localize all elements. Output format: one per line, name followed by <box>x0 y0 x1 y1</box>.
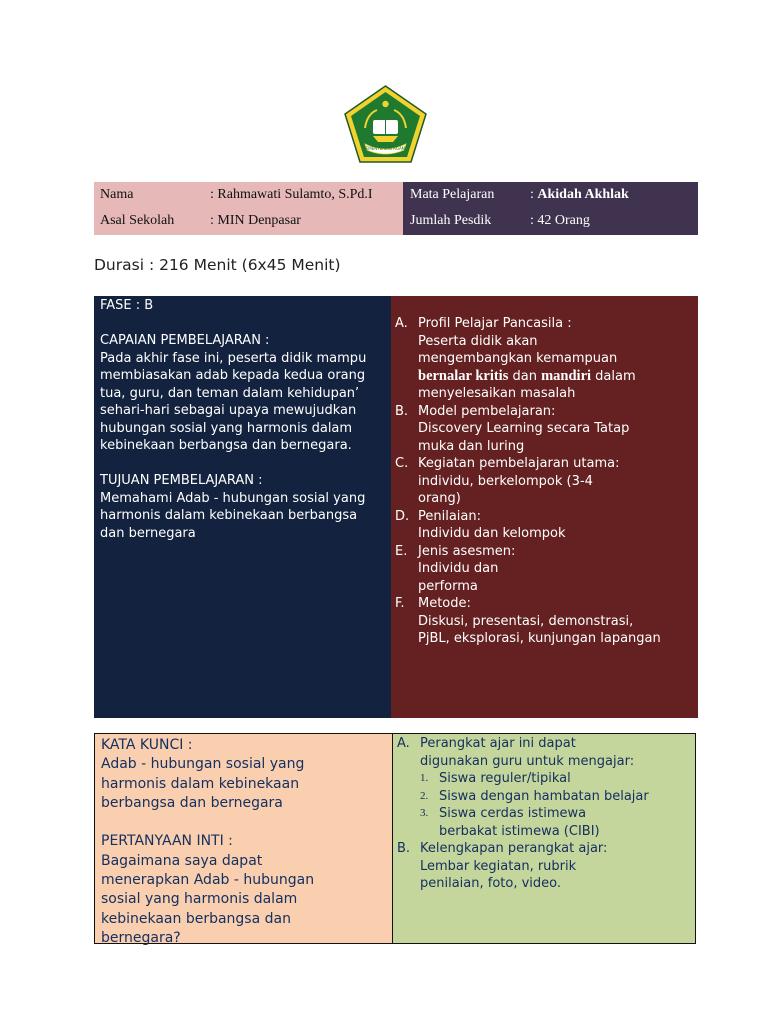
kata-kunci-box <box>94 733 696 944</box>
item-line: orang) <box>418 491 461 506</box>
capaian-line: sehari-hari sebagai upaya mewujudkan <box>100 403 357 418</box>
capaian-line: Pada akhir fase ini, peserta didik mampu <box>100 350 367 366</box>
nama-value: : Rahmawati Sulamto, S.Pd.I <box>210 187 373 202</box>
pertanyaan-line: menerapkan Adab - hubungan <box>101 872 315 889</box>
list-item-asesmen <box>395 543 692 596</box>
item-rich-line <box>418 368 692 386</box>
item-title: Metode: <box>418 596 471 611</box>
tujuan-text <box>100 490 385 543</box>
identity-table <box>94 182 698 235</box>
nama-label: Nama <box>100 187 134 202</box>
list-item-profil <box>395 315 692 403</box>
item-line: Peserta didik akan <box>418 333 538 349</box>
main-info-box <box>94 296 698 718</box>
kemenag-logo <box>343 84 428 164</box>
mapel-value: Akidah Akhlak <box>537 187 629 202</box>
item-line: Kelengkapan perangkat ajar: <box>420 841 608 856</box>
list-marker: E. <box>395 543 408 559</box>
pertanyaan-heading: PERTANYAAN INTI : <box>101 833 233 850</box>
item-line: Individu dan kelompok <box>418 526 566 541</box>
item-line: Diskusi, presentasi, demonstrasi, <box>418 613 634 629</box>
kata-kunci-line: berbangsa dan bernegara <box>101 794 283 811</box>
perangkat-panel <box>393 734 695 943</box>
item-line: penilaian, foto, video. <box>420 876 562 891</box>
mandiri-text: mandiri <box>541 367 592 384</box>
list-marker: C. <box>395 456 409 471</box>
sub-line: Siswa cerdas istimewa <box>439 806 587 821</box>
item-line: muka dan luring <box>418 438 525 454</box>
identity-right <box>403 182 698 235</box>
durasi-text: Durasi : 216 Menit (6x45 Menit) <box>94 256 341 274</box>
sub-line: Siswa reguler/tipikal <box>439 771 571 786</box>
mapel-value-wrap <box>530 187 698 203</box>
capaian-line: tua, guru, dan teman dalam kehidupan’ <box>100 385 360 401</box>
item-line: performa <box>418 578 478 594</box>
sub-marker: 3. <box>420 807 429 819</box>
pertanyaan-line: kebinekaan berbangsa dan <box>101 910 291 927</box>
item-line: Individu dan <box>418 561 499 576</box>
sub-marker: 1. <box>420 772 429 784</box>
item-line: individu, berkelompok (3-4 <box>418 473 593 489</box>
capaian-line: membiasakan adab kepada kedua orang <box>100 368 366 383</box>
pesdik-value: : 42 Orang <box>530 213 590 228</box>
sub-marker: 2. <box>420 789 429 802</box>
capaian-panel <box>94 296 391 718</box>
mapel-sep: : <box>530 187 538 202</box>
list-item-metode <box>395 595 692 648</box>
item-line: PjBL, eksplorasi, kunjungan lapangan <box>418 631 661 646</box>
mapel-label: Mata Pelajaran <box>410 187 495 202</box>
svg-text:KEMENTERIAN AGAMA: KEMENTERIAN AGAMA <box>363 146 408 151</box>
list-item-kegiatan <box>395 455 692 508</box>
list-marker: B. <box>395 403 409 419</box>
sekolah-label: Asal Sekolah <box>100 213 175 228</box>
tujuan-line: harmonis dalam kebinekaan berbangsa <box>100 508 358 523</box>
item-title: Penilaian: <box>418 508 482 524</box>
identity-row-nama <box>94 182 403 208</box>
dalam-text: dalam <box>591 368 636 384</box>
fase-label: FASE : B <box>100 298 154 313</box>
pertanyaan-line: bernegara? <box>101 929 181 946</box>
item-line: Discovery Learning secara Tatap <box>418 421 630 436</box>
list-item-kelengkapan <box>397 840 691 893</box>
sub-item-hambatan <box>397 788 691 806</box>
sub-line: Siswa dengan hambatan belajar <box>439 788 649 804</box>
kata-kunci-panel <box>95 734 393 946</box>
tujuan-line: dan bernegara <box>100 525 196 541</box>
capaian-line: hubungan sosial yang harmonis dalam <box>100 420 353 436</box>
identity-row-mapel <box>403 182 698 208</box>
list-marker: D. <box>395 508 410 524</box>
item-line: digunakan guru untuk mengajar: <box>420 753 635 769</box>
item-title: Jenis asesmen: <box>418 543 516 559</box>
dan-text: dan <box>508 368 542 384</box>
capaian-line: kebinekaan berbangsa dan bernegara. <box>100 438 352 453</box>
sekolah-value: : MIN Denpasar <box>210 213 301 228</box>
kata-kunci-line: harmonis dalam kebinekaan <box>101 775 300 792</box>
item-line: Lembar kegiatan, rubrik <box>420 858 577 874</box>
identity-left <box>94 182 403 235</box>
identity-row-pesdik <box>403 208 698 234</box>
item-line: mengembangkan kemampuan <box>418 351 618 366</box>
item-title: Profil Pelajar Pancasila : <box>418 316 572 331</box>
pertanyaan-line: sosial yang harmonis dalam <box>101 891 298 908</box>
list-marker: F. <box>395 596 405 611</box>
bernalar-kritis-text: bernalar kritis <box>418 367 509 384</box>
item-line: Perangkat ajar ini dapat <box>420 736 576 751</box>
tujuan-line: Memahami Adab - hubungan sosial yang <box>100 490 366 506</box>
identity-row-sekolah <box>94 208 403 234</box>
item-title: Model pembelajaran: <box>418 403 556 419</box>
item-line: menyelesaikan masalah <box>418 386 576 401</box>
capaian-text <box>100 350 385 455</box>
capaian-heading: CAPAIAN PEMBELAJARAN : <box>100 333 270 348</box>
sub-item-reguler <box>397 770 691 788</box>
pertanyaan-line: Bagaimana saya dapat <box>101 852 263 869</box>
komponen-panel <box>391 296 698 718</box>
pesdik-label: Jumlah Pesdik <box>410 213 492 228</box>
sub-item-cibi <box>397 805 691 840</box>
list-item-perangkat <box>397 735 691 770</box>
tujuan-heading: TUJUAN PEMBELAJARAN : <box>100 473 263 488</box>
list-item-penilaian <box>395 508 692 543</box>
list-marker: A. <box>395 316 408 331</box>
sub-line: berbakat istimewa (CIBI) <box>439 823 600 839</box>
list-marker: A. <box>397 736 410 751</box>
item-title: Kegiatan pembelajaran utama: <box>418 456 620 471</box>
list-item-model <box>395 403 692 456</box>
list-marker: B. <box>397 841 411 856</box>
kata-kunci-heading: KATA KUNCI : <box>101 737 193 753</box>
kata-kunci-line: Adab - hubungan sosial yang <box>101 756 305 773</box>
